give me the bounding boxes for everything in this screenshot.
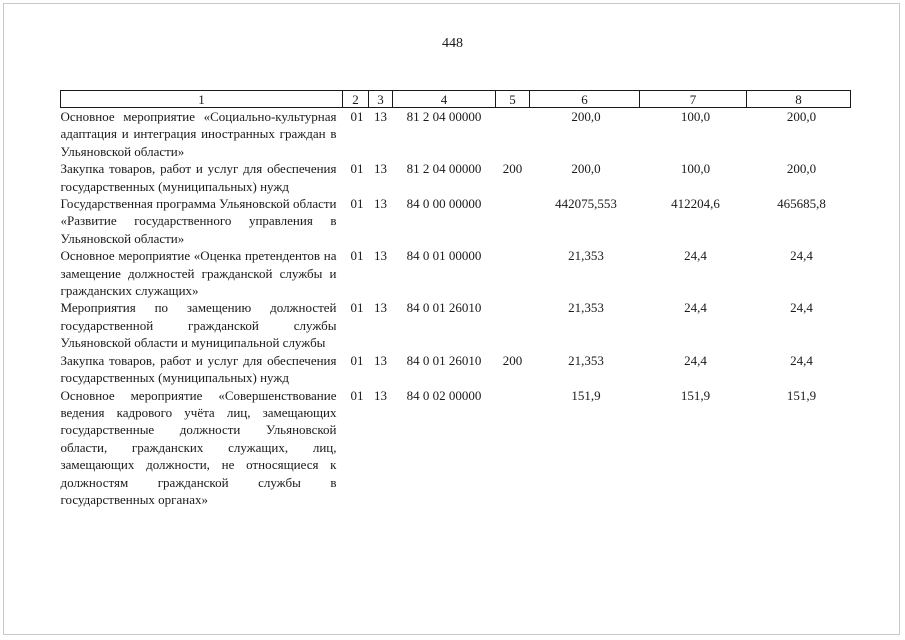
row-csr: 84 0 02 00000 [406, 387, 482, 403]
header-row [61, 91, 851, 108]
column-header: 4 [393, 91, 496, 108]
table-row [61, 352, 851, 387]
row-value-col8: 24,4 [790, 248, 813, 264]
row-rz: 01 [350, 161, 364, 177]
row-value-col8: 200,0 [786, 109, 817, 124]
row-value-col8: 24,4 [790, 300, 813, 316]
row-value-col6: 442075,553 [555, 196, 617, 212]
row-rz: 01 [350, 352, 364, 368]
row-pr: 13 [374, 387, 387, 403]
row-pr: 13 [374, 196, 387, 212]
row-value-col7: 24,4 [684, 248, 707, 264]
row-rz: 01 [350, 300, 364, 316]
row-value-col7: 100,0 [680, 109, 711, 124]
row-name: Основное мероприятие «Оценка претендентов на замещение должностей гражданской службы и гражданских служащих» [60, 248, 337, 299]
row-value-col7: 151,9 [680, 387, 711, 403]
row-value-col6: 21,353 [568, 248, 604, 264]
row-vr [496, 247, 530, 299]
column-header: 8 [747, 91, 851, 108]
row-csr: 81 2 04 00000 [406, 161, 482, 177]
row-value-col7: 100,0 [680, 161, 711, 177]
column-header: 3 [369, 91, 393, 108]
row-vr [496, 108, 530, 161]
table-row [61, 387, 851, 509]
table-row [61, 195, 851, 247]
row-csr: 84 0 00 00000 [406, 196, 482, 212]
row-csr: 81 2 04 00000 [406, 109, 482, 124]
row-name: Государственная программа Ульяновской области «Развитие государственного управления в Ульяновской области» [60, 196, 337, 246]
column-header: 7 [640, 91, 747, 108]
table-row [61, 160, 851, 195]
column-header: 1 [61, 91, 343, 108]
row-pr: 13 [374, 248, 387, 264]
column-header: 5 [496, 91, 530, 108]
table-row [61, 247, 851, 299]
row-value-col7: 24,4 [684, 352, 707, 368]
row-csr: 84 0 01 26010 [406, 300, 482, 316]
table-row [61, 299, 851, 351]
row-rz: 01 [350, 387, 364, 403]
row-value-col6: 151,9 [571, 387, 601, 403]
row-pr: 13 [374, 109, 387, 124]
row-value-col7: 412204,6 [671, 196, 720, 212]
row-pr: 13 [374, 352, 387, 368]
row-value-col6: 200,0 [571, 109, 601, 124]
page-number: 448 [442, 36, 463, 51]
row-rz: 01 [350, 248, 364, 264]
row-rz: 01 [350, 109, 364, 124]
row-name: Мероприятия по замещению должностей государственной гражданской службы Ульяновской области и муниципальной службы [60, 300, 337, 351]
row-csr: 84 0 01 00000 [406, 248, 482, 264]
row-value-col8: 24,4 [790, 352, 813, 368]
row-value-col6: 21,353 [568, 300, 604, 316]
table-row [61, 108, 851, 161]
budget-table [60, 90, 851, 508]
row-name: Основное мероприятие «Социально-культурная адаптация и интеграция иностранных граждан в Ульяновской области» [60, 109, 337, 159]
row-name: Основное мероприятие «Совершенствование ведения кадрового учёта лиц, замещающих государственные должности Ульяновской области, гражданских служащих, лиц, замещающих должности, не относящиеся к должностям гражданской службы в государственных органах» [60, 387, 337, 507]
row-csr: 84 0 01 26010 [406, 352, 482, 368]
row-pr: 13 [374, 300, 387, 316]
row-value-col8: 151,9 [786, 387, 817, 403]
row-value-col8: 465685,8 [777, 196, 826, 212]
row-vr: 200 [502, 161, 523, 177]
row-value-col7: 24,4 [684, 300, 707, 316]
column-header: 6 [530, 91, 640, 108]
row-pr: 13 [374, 161, 387, 177]
row-rz: 01 [350, 196, 364, 212]
column-header: 2 [343, 91, 369, 108]
row-value-col8: 200,0 [786, 161, 817, 177]
row-vr: 200 [502, 352, 523, 368]
row-name: Закупка товаров, работ и услуг для обеспечения государственных (муниципальных) нужд [60, 161, 337, 194]
row-name: Закупка товаров, работ и услуг для обеспечения государственных (муниципальных) нужд [60, 352, 337, 386]
row-value-col6: 200,0 [571, 161, 601, 177]
row-value-col6: 21,353 [568, 352, 604, 368]
row-vr [496, 387, 530, 509]
row-vr [496, 195, 530, 247]
row-vr [496, 299, 530, 351]
